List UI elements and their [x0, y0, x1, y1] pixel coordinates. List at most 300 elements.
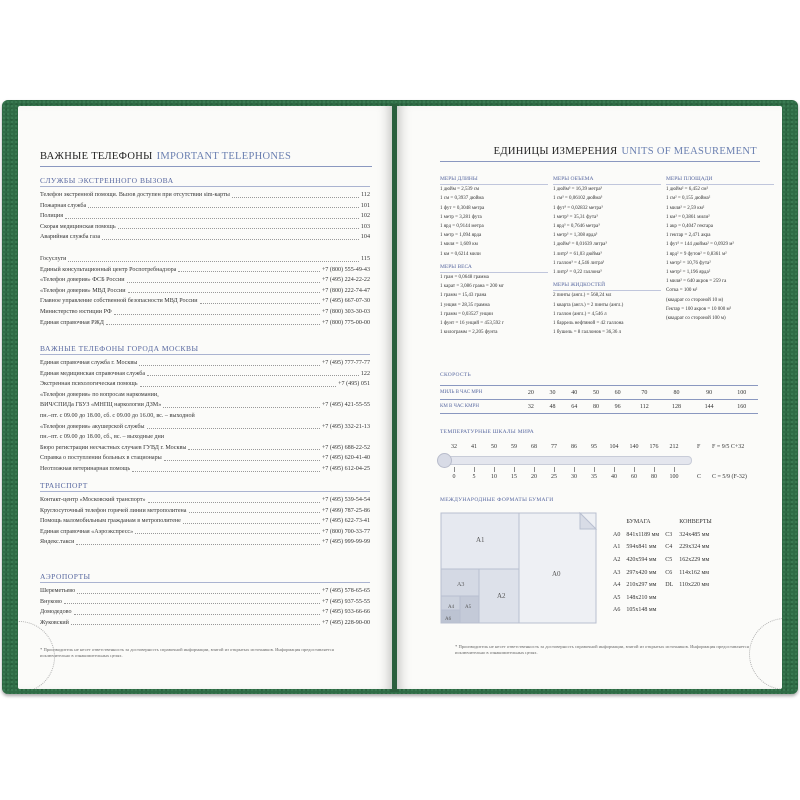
unit-conversion: 1 унция = 28,35 грамма: [440, 302, 490, 308]
paper-format-diagram: [440, 512, 600, 626]
paper-format-row: [610, 604, 715, 617]
unit-conversion: 1 ярд³ = 0,7646 метра³: [553, 224, 600, 230]
phone-row: [40, 422, 370, 433]
unit-conversion: 1 метр³ = 1,308 ярда³: [553, 233, 598, 239]
dot-leader: [102, 232, 359, 240]
format-code: [662, 604, 676, 617]
fahrenheit-tick: 140: [629, 444, 639, 450]
dot-leader: [135, 527, 320, 535]
phone-number: 103: [360, 223, 370, 230]
units-column-1: [440, 175, 548, 337]
unit-conversion: 1 кварта (англ.) = 2 пинты (англ.): [553, 302, 624, 308]
phone-section: [40, 254, 370, 328]
label-a0: A0: [552, 570, 561, 578]
section-title: ТРАНСПОРТ: [40, 481, 370, 492]
dot-leader: [147, 369, 359, 377]
section-title: АЭРОПОРТЫ: [40, 572, 370, 583]
speed-value: 80: [660, 386, 693, 400]
page-title: [494, 146, 757, 157]
fahrenheit-tick: 59: [511, 444, 517, 450]
speed-value: 32: [520, 400, 542, 414]
fahrenheit-tick: 86: [571, 444, 577, 450]
format-size: 110х220 мм: [679, 582, 710, 589]
celsius-tick: 100: [669, 474, 679, 480]
speed-value: 64: [563, 400, 585, 414]
speed-value: 160: [725, 400, 758, 414]
section-title: СЛУЖБЫ ЭКСТРЕННОГО ВЫЗОВА: [40, 176, 370, 187]
unit-conversion: 1 дюйм = 2,539 см: [440, 187, 480, 193]
dot-leader: [140, 379, 337, 387]
phone-number: 122: [360, 370, 370, 377]
phone-service-name: пн.–пт. с 09.00 до 18.00, сб. с 09.00 до 16.00, вс. – выходной: [40, 412, 195, 419]
page-title-ru: ВАЖНЫЕ ТЕЛЕФОНЫ: [40, 151, 153, 162]
tick-mark: [534, 467, 535, 472]
label-a2: A2: [497, 592, 506, 600]
format-code: A3: [613, 569, 621, 576]
unit-conversion: 1 килограмм = 2,205 фунта: [440, 330, 498, 336]
phone-number: +7 (495) 688-22-52: [321, 444, 370, 451]
temperature-scale: [440, 441, 760, 489]
format-code: C5: [665, 557, 673, 564]
unit-conversion: 1 метр² = 10,76 фута²: [666, 260, 711, 266]
format-size: 297х420 мм: [626, 569, 657, 576]
phone-number: +7 (495) 224-22-22: [321, 277, 370, 284]
units-column-2: [553, 175, 661, 337]
speed-value: 100: [725, 386, 758, 400]
phone-row: [40, 537, 370, 548]
unit-conversion: 1 баррель нефтяной = 42 галлона: [553, 321, 624, 327]
phone-row: [40, 275, 370, 286]
phone-number: +7 (800) 303-30-03: [321, 308, 370, 315]
phone-number: +7 (499) 787-25-86: [321, 507, 370, 514]
units-group-title: МЕРЫ ВЕСА: [440, 263, 548, 273]
phone-service-name: Помощь маломобильным гражданам в метрополитене: [40, 518, 181, 525]
unit-conversion: 1 литр³ = 0,22 галлона³: [553, 270, 602, 276]
fahrenheit-tick: 32: [451, 444, 457, 450]
units-group-title: МЕРЫ ЖИДКОСТЕЙ: [553, 281, 661, 291]
phone-service-name: «Телефон доверия» ФСБ России: [40, 277, 125, 284]
phone-section: [40, 572, 370, 628]
unit-conversion: 1 миля² = 2,59 км²: [666, 205, 705, 211]
phone-row: [40, 390, 370, 401]
phone-row: [40, 190, 370, 201]
phone-service-name: Полиция: [40, 213, 63, 220]
label-a6: A6: [445, 617, 452, 622]
envelope-header: КОНВЕРТЫ: [679, 519, 712, 526]
dot-leader: [68, 254, 359, 262]
label-a5: A5: [465, 605, 472, 610]
format-size: 148х210 мм: [626, 594, 657, 601]
dot-leader: [128, 286, 320, 294]
celsius-tick: 30: [571, 474, 577, 480]
format-size: 210х297 мм: [626, 582, 657, 589]
format-code: A2: [613, 557, 621, 564]
tick-mark: [454, 467, 455, 472]
format-size: 229х324 мм: [679, 544, 710, 551]
phone-service-name: «Телефон доверия» по вопросам наркомании,: [40, 391, 159, 398]
phone-row: [40, 607, 370, 618]
dot-leader: [71, 618, 320, 626]
paper-header: БУМАГА: [626, 519, 651, 526]
phone-row: [40, 432, 370, 443]
celsius-tick: 35: [591, 474, 597, 480]
phone-row: [40, 379, 370, 390]
phone-service-name: Единая справочная служба г. Москвы: [40, 360, 138, 366]
phone-number: 115: [361, 256, 370, 262]
phone-row: [40, 586, 370, 597]
format-code: A4: [613, 582, 621, 589]
phone-service-name: Пожарная служба: [40, 202, 87, 209]
dot-leader: [200, 296, 320, 304]
format-code: C3: [665, 531, 673, 538]
phone-row: [40, 318, 370, 329]
page-title-en: IMPORTANT TELEPHONES: [156, 151, 292, 162]
tick-mark: [674, 467, 675, 472]
speed-value: 80: [585, 400, 607, 414]
dot-leader: [163, 400, 320, 408]
phone-number: +7 (495) 612-04-25: [321, 465, 370, 472]
phone-service-name: «Телефон доверия» МВД России: [40, 287, 126, 294]
fahrenheit-label: F: [697, 444, 701, 450]
phone-number: +7 (495) 933-66-66: [321, 609, 370, 616]
phone-row: [40, 516, 370, 527]
dot-leader: [147, 422, 320, 430]
speed-row-label: МИЛЬ В ЧАС МРН: [440, 386, 520, 400]
paper-format-row: [610, 554, 715, 567]
dot-leader: [114, 307, 320, 315]
phone-service-name: Единая медицинская справочная служба: [40, 370, 146, 377]
tick-mark: [514, 467, 515, 472]
phone-row: [40, 597, 370, 608]
unit-conversion: 1 см² = 0,155 дюйма²: [666, 196, 711, 202]
units-column-3: [666, 175, 774, 323]
phone-number: +7 (800) 775-00-00: [321, 319, 370, 326]
phone-row: [40, 201, 370, 212]
units-group-title: МЕРЫ ПЛОЩАДИ: [666, 175, 774, 185]
phone-number: +7 (800) 222-74-47: [321, 287, 370, 294]
phone-service-name: Контакт-центр «Московский транспорт»: [40, 497, 146, 503]
phone-service-name: Единый консультационный центр Роспотребнадзора: [40, 266, 177, 273]
phone-row: [40, 296, 370, 307]
unit-conversion: 1 грамм = 15,43 грана: [440, 293, 487, 299]
celsius-tick: 15: [511, 474, 517, 480]
phone-row: [40, 369, 370, 380]
format-size: 162х229 мм: [679, 557, 710, 564]
speed-value: 40: [563, 386, 585, 400]
phone-section: [40, 481, 370, 548]
page-title: [40, 151, 291, 162]
thermometer-tube: [440, 456, 692, 465]
format-size: [676, 592, 715, 605]
unit-conversion: 1 фут³ = 0,02832 метра³: [553, 205, 603, 211]
fahrenheit-tick: 77: [551, 444, 557, 450]
units-group-title: МЕРЫ ОБЪЕМА: [553, 175, 661, 185]
phone-service-name: Справка о поступлении больных в стационары: [40, 455, 162, 462]
phone-number: +7 (495) 421-55-55: [321, 402, 370, 409]
title-rule: [440, 161, 760, 162]
phone-service-name: Министерство юстиции РФ: [40, 308, 112, 315]
celsius-tick: 80: [651, 474, 657, 480]
speed-row-mph: [440, 386, 758, 400]
unit-conversion: 1 акр = 0,4047 гектара: [666, 224, 713, 230]
format-code: A0: [613, 531, 621, 538]
unit-conversion: 1 миля = 1,609 км: [440, 242, 478, 248]
phone-service-name: «Телефон доверия» акушерской службы: [40, 423, 145, 430]
format-size: 594х841 мм: [626, 544, 657, 551]
phone-service-name: Главное управление собственной безопасности МВД России: [40, 298, 198, 305]
format-code: DL: [665, 582, 674, 589]
phone-row: [40, 453, 370, 464]
phone-row: [40, 495, 370, 506]
dot-leader: [178, 265, 319, 273]
speed-value: 30: [542, 386, 564, 400]
left-footnote: * Производитель не несет ответственность за достоверность справочной информации, взятой из открытых источников. Информация предоставляется исключительно в ознакомительных целях.: [40, 647, 334, 658]
format-code: A1: [613, 544, 621, 551]
phone-service-name: Яндекс.такси: [40, 539, 75, 546]
unit-conversion: 1 см = 0,3937 дюйма: [440, 196, 484, 202]
label-a4: A4: [448, 605, 455, 610]
phone-row: [40, 307, 370, 318]
paper-title: МЕЖДУНАРОДНЫЕ ФОРМАТЫ БУМАГИ: [440, 497, 554, 503]
phone-row: [40, 286, 370, 297]
speed-value: 144: [693, 400, 726, 414]
celsius-tick: 60: [631, 474, 637, 480]
phone-number: +7 (495) 228-90-00: [321, 619, 370, 626]
phone-number: +7 (495) 620-41-40: [321, 455, 370, 462]
dot-leader: [232, 190, 359, 198]
unit-conversion: 1 метр² = 1,196 ярда²: [666, 270, 711, 276]
dot-leader: [88, 201, 359, 209]
tick-mark: [594, 467, 595, 472]
speed-value: 90: [693, 386, 726, 400]
fahrenheit-tick: 95: [591, 444, 597, 450]
unit-conversion: 1 гектар = 2,471 акра: [666, 233, 711, 239]
dot-leader: [106, 318, 320, 326]
speed-row-kmh: [440, 400, 758, 414]
phone-row: [40, 443, 370, 454]
phone-row: [40, 358, 370, 369]
phone-service-name: Шереметьево: [40, 588, 76, 594]
format-code: C4: [665, 544, 673, 551]
phone-row: [40, 527, 370, 538]
phone-number: +7 (495) 332-21-13: [321, 423, 370, 430]
phone-number: +7 (495) 667-07-30: [321, 298, 370, 305]
phone-row: [40, 464, 370, 475]
unit-conversion: 1 фунт = 16 унций = 453,592 г: [440, 321, 504, 327]
page-title-ru: ЕДИНИЦЫ ИЗМЕРЕНИЯ: [493, 146, 618, 157]
fahrenheit-formula: F = 9/5 C+32: [712, 444, 745, 450]
speed-row-label: КМ В ЧАС КМРН: [440, 400, 520, 414]
label-a1: A1: [476, 536, 485, 544]
phone-service-name: пн.–пт. с 09.00 до 18.00, сб., вс. – выходные дни: [40, 434, 165, 441]
phone-section: [40, 176, 370, 243]
label-a3: A3: [457, 582, 465, 588]
format-code: A6: [613, 607, 621, 614]
perforation-mark: [18, 621, 55, 689]
page-title-en: UNITS OF MEASUREMENT: [621, 146, 757, 157]
celsius-tick: 0: [452, 474, 456, 480]
speed-value: 96: [607, 400, 629, 414]
phone-service-name: Телефон экстренной помощи. Вызов доступен при отсутствии sim-карты: [40, 192, 230, 198]
phone-row: [40, 211, 370, 222]
thermometer-bulb: [437, 453, 452, 468]
phone-number: 104: [360, 234, 370, 241]
phone-row: [40, 232, 370, 243]
dot-leader: [77, 586, 320, 594]
phone-row: [40, 400, 370, 411]
phone-row: [40, 506, 370, 517]
dot-leader: [76, 537, 319, 545]
dot-leader: [189, 506, 320, 514]
dot-leader: [132, 464, 320, 472]
phone-number: 101: [360, 202, 370, 209]
paper-format-row: [610, 579, 715, 592]
celsius-tick: 20: [531, 474, 537, 480]
unit-conversion: 1 галлон (англ.) = 4,546 л: [553, 311, 607, 317]
fahrenheit-tick: 176: [649, 444, 659, 450]
phone-row: [40, 411, 370, 422]
phone-service-name: Единая справочная «Аэроэкспресс»: [40, 528, 134, 535]
paper-format-row: [610, 529, 715, 542]
unit-conversion: 1 дюйм² = 6,452 см²: [666, 187, 709, 193]
unit-conversion: 1 литр³ = 61,03 дюйма³: [553, 251, 602, 257]
dot-leader: [118, 222, 359, 230]
unit-conversion: Гектар = 100 акров = 10 000 м²: [666, 306, 732, 312]
phone-number: 102: [360, 213, 370, 220]
right-footnote: * Производитель не несет ответственность за достоверность справочной информации, взятой из открытых источников. Информация предоставляется исключительно в ознакомительных целях.: [455, 644, 749, 655]
speed-value: 128: [660, 400, 693, 414]
phone-service-name: Неотложная ветеринарная помощь: [40, 465, 131, 472]
units-group-title: МЕРЫ ДЛИНЫ: [440, 175, 548, 185]
paper-table-header: [610, 516, 715, 529]
phone-service-name: Аварийная служба газа: [40, 234, 101, 241]
format-code: C6: [665, 569, 673, 576]
speed-value: 70: [629, 386, 661, 400]
celsius-tick: 5: [472, 474, 476, 480]
phone-number: +7 (495) 051: [338, 381, 370, 388]
section-title: ВАЖНЫЕ ТЕЛЕФОНЫ ГОРОДА МОСКВЫ: [40, 344, 370, 355]
paper-format-row: [610, 592, 715, 605]
phone-service-name: Домодедово: [40, 609, 72, 616]
dot-leader: [74, 607, 320, 615]
unit-conversion: 1 бушель = 8 галлонов = 36,36 л: [553, 330, 622, 336]
tick-mark: [494, 467, 495, 472]
phone-row: [40, 254, 370, 265]
phone-service-name: Внуково: [40, 598, 62, 605]
fahrenheit-tick: 41: [471, 444, 477, 450]
paper-format-row: [610, 541, 715, 554]
dot-leader: [127, 275, 320, 283]
phone-service-name: Круглосуточный телефон горячей линии метрополитена: [40, 507, 187, 514]
dot-leader: [64, 597, 320, 605]
tick-mark: [574, 467, 575, 472]
unit-conversion: (квадрат со стороной 100 м): [666, 316, 726, 322]
phone-service-name: Госуслуги: [40, 256, 67, 262]
unit-conversion: (квадрат со стороной 10 м): [666, 297, 724, 303]
unit-conversion: 1 фут² = 144 дюйма² = 0,0929 м²: [666, 242, 734, 248]
phone-service-name: Единая справочная РЖД: [40, 319, 104, 326]
speed-value: 50: [585, 386, 607, 400]
phone-number: +7 (495) 622-73-41: [321, 518, 370, 525]
phone-service-name: Скорая медицинская помощь: [40, 223, 116, 230]
tick-mark: [474, 467, 475, 472]
format-size: 841х1189 мм: [626, 531, 660, 538]
format-code: [662, 592, 676, 605]
unit-conversion: 1 ярд² = 9 футов² = 0,8361 м²: [666, 251, 727, 257]
phone-number: +7 (495) 999-99-99: [321, 539, 370, 546]
phone-service-name: Экстренная психологическая помощь: [40, 381, 138, 388]
dot-leader: [139, 358, 320, 366]
left-page: [18, 106, 392, 689]
fahrenheit-tick: 68: [531, 444, 537, 450]
format-size: 324х485 мм: [679, 531, 710, 538]
paper-formats-table: [610, 516, 715, 617]
speed-value: 60: [607, 386, 629, 400]
phone-service-name: Жуковский: [40, 619, 69, 626]
tick-mark: [614, 467, 615, 472]
unit-conversion: 1 метр³ = 35,31 фута³: [553, 214, 598, 220]
phone-number: +7 (495) 937-55-55: [321, 598, 370, 605]
phone-number: +7 (495) 539-54-54: [321, 497, 370, 503]
dot-leader: [188, 443, 319, 451]
format-code: A5: [613, 594, 621, 601]
temperature-title: ТЕМПЕРАТУРНЫЕ ШКАЛЫ МИРА: [440, 429, 535, 435]
fahrenheit-tick: 50: [491, 444, 497, 450]
speed-value: 48: [542, 400, 564, 414]
phone-number: +7 (495) 777-77-77: [321, 360, 370, 366]
speed-value: 112: [629, 400, 661, 414]
format-size: 114х162 мм: [679, 569, 710, 576]
celsius-tick: 10: [491, 474, 497, 480]
phone-number: +7 (800) 555-49-43: [321, 266, 370, 273]
phone-row: [40, 265, 370, 276]
unit-conversion: 1 км² = 0,3861 мили²: [666, 214, 710, 220]
paper-format-row: [610, 566, 715, 579]
phone-section: [40, 344, 370, 475]
phone-number: +7 (800) 700-33-77: [321, 528, 370, 535]
dot-leader: [183, 516, 320, 524]
unit-conversion: 2 пинты (англ.) = 568,24 мл: [553, 293, 612, 299]
speed-table: [440, 385, 758, 414]
tick-mark: [654, 467, 655, 472]
format-size: 420х594 мм: [626, 557, 657, 564]
unit-conversion: 1 грамм = 0,03527 унции: [440, 311, 493, 317]
unit-conversion: 1 гран = 0,0648 грамма: [440, 275, 489, 281]
unit-conversion: 1 ярд = 0,9144 метра: [440, 224, 484, 230]
tick-mark: [634, 467, 635, 472]
unit-conversion: 1 метр = 3,281 фута: [440, 214, 482, 220]
phone-service-name: ВИЧ/СПИДа ГБУЗ «МНПЦ наркологии ДЗМ»: [40, 402, 162, 409]
dot-leader: [148, 495, 320, 503]
phone-row: [40, 618, 370, 629]
unit-conversion: 1 карат = 3,086 грана = 200 мг: [440, 284, 504, 290]
speed-title: СКОРОСТЬ: [440, 372, 471, 378]
phone-row: [40, 222, 370, 233]
phone-number: 112: [361, 192, 370, 198]
format-size: 105х148 мм: [626, 607, 657, 614]
unit-conversion: 1 метр = 1,094 ярда: [440, 233, 482, 239]
perforation-mark: [749, 618, 782, 689]
phone-service-name: Бюро регистрации несчастных случаев ГУВД г. Москвы: [40, 444, 187, 451]
unit-conversion: 1 галлон³ = 4,546 литра³: [553, 260, 605, 266]
fahrenheit-tick: 212: [669, 444, 679, 450]
unit-conversion: 1 миля² = 640 акров = 259 га: [666, 279, 727, 285]
unit-conversion: 1 дюйм³ = 0,01639 литра³: [553, 242, 607, 248]
format-size: [676, 604, 715, 617]
celsius-tick: 40: [611, 474, 617, 480]
unit-conversion: 1 дюйм³ = 16,39 метра³: [553, 187, 603, 193]
dot-leader: [164, 453, 320, 461]
